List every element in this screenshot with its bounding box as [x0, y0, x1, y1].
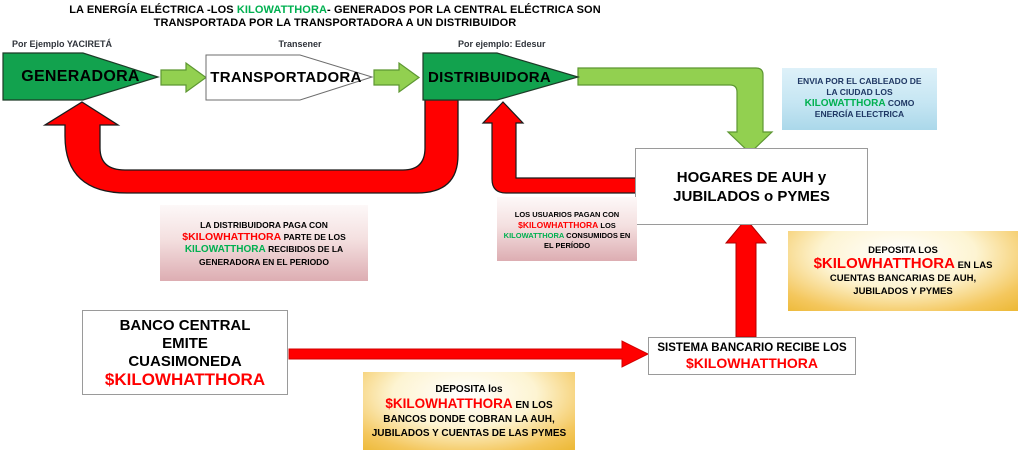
- red-up-arrow-sistema-to-hogares: [726, 219, 766, 337]
- distribuidora-paga-line4: GENERADORA EN EL PERIODO: [199, 257, 329, 267]
- green-elbow-arrow-distribuidora-to-hogares: [578, 68, 772, 153]
- deposita-bancos-line1: DEPOSITA los: [435, 384, 503, 395]
- usuarios-pagan-callout: [497, 197, 637, 261]
- banco-central-line2: EMITE: [162, 334, 208, 352]
- green-arrow-transportadora-to-distribuidora: [374, 63, 419, 92]
- deposita-cuentas-line4: JUBILADOS Y PYMES: [853, 286, 953, 297]
- deposita-bancos-line2: $KILOWHATTHORA EN LOS: [385, 396, 553, 411]
- usuarios-pagan-line4: EL PERÍODO: [543, 241, 591, 250]
- deposita-bancos-line4: JUBILADOS Y CUENTAS DE LAS PYMES: [371, 428, 567, 439]
- deposita-cuentas-line3: CUENTAS BANCARIAS DE AUH,: [829, 273, 977, 284]
- envia-line2: LA CIUDAD LOS: [826, 87, 893, 97]
- sistema-bancario-line1: SISTEMA BANCARIO RECIBE LOS: [657, 342, 847, 354]
- deposita-bancos-line3: BANCOS DONDE COBRAN LA AUH,: [383, 414, 555, 425]
- usuarios-pagan-line1: LOS USUARIOS PAGAN CON: [514, 210, 620, 219]
- distribuidora-paga-line3: KILOWATTHORA RECIBIDOS DE LA: [184, 244, 344, 255]
- sistema-bancario-line2: $KILOWHATTHORA: [686, 355, 818, 371]
- red-u-arrow-distribuidora-to-generadora: [45, 100, 458, 193]
- red-right-arrow-banco-to-sistema: [289, 341, 648, 367]
- sistema-bancario-box: [648, 337, 856, 375]
- generadora-example-label: Por Ejemplo YACIRETÁ: [12, 39, 113, 49]
- deposita-bancos-callout: [363, 372, 575, 450]
- banco-central-line3: CUASIMONEDA: [128, 352, 242, 370]
- envia-line3: KILOWATTHORA COMO: [804, 98, 915, 109]
- transportadora-example-label: Transener: [278, 39, 322, 49]
- transportadora-label: TRANSPORTADORA: [210, 69, 362, 86]
- deposita-cuentas-callout: [788, 231, 1018, 311]
- title-kilowatthora-green: KILOWATTHORA: [236, 4, 328, 16]
- envia-line1: ENVIA POR EL CABLEADO DE: [797, 76, 922, 86]
- banco-central-line4: $KILOWHATTHORA: [104, 369, 266, 389]
- usuarios-pagan-line2: $KILOWHATTHORA LOS: [518, 220, 616, 230]
- distribuidora-paga-line1: LA DISTRIBUIDORA PAGA CON: [200, 220, 328, 230]
- generadora-label: GENERADORA: [21, 68, 140, 85]
- distribuidora-paga-callout: [160, 205, 368, 281]
- green-arrow-generadora-to-transportadora: [161, 63, 206, 92]
- red-elbow-arrow-hogares-to-distribuidora: [483, 102, 636, 193]
- hogares-line1: HOGARES DE AUH y: [676, 168, 827, 186]
- diagram-title: [0, 4, 670, 30]
- distribuidora-paga-line2: $KILOWHATTHORA PARTE DE LOS: [182, 231, 346, 243]
- distribuidora-label: DISTRIBUIDORA: [428, 69, 552, 86]
- envia-line4: ENERGÍA ELECTRICA: [814, 109, 905, 119]
- hogares-line2: JUBILADOS o PYMES: [673, 187, 830, 205]
- diagram-title-line2: TRANSPORTADA POR LA TRANSPORTADORA A UN DISTRIBUIDOR: [153, 17, 517, 29]
- deposita-cuentas-line2: $KILOWHATTHORA EN LAS: [813, 255, 993, 272]
- distribuidora-example-label: Por ejemplo: Edesur: [458, 39, 546, 49]
- hogares-box: [635, 148, 868, 225]
- banco-central-box: [82, 310, 288, 395]
- diagram-title-line1: LA ENERGÍA ELÉCTRICA -LOS KILOWATTHORA- GENERADOS POR LA CENTRAL ELÉCTRICA SON: [69, 4, 601, 16]
- deposita-cuentas-line1: DEPOSITA LOS: [868, 245, 938, 256]
- banco-central-line1: BANCO CENTRAL: [119, 316, 251, 334]
- usuarios-pagan-line3: KILOWATTHORA CONSUMIDOS EN: [503, 231, 631, 240]
- envia-callout: [782, 68, 937, 130]
